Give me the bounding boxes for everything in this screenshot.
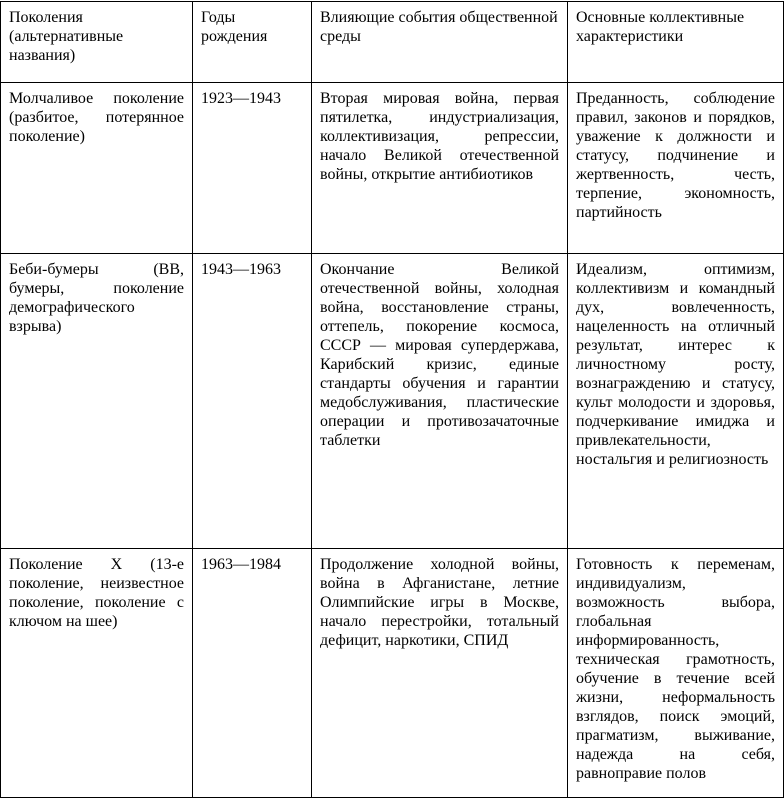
header-cell-generations: Поколения (альтернативные названия) — [1, 2, 193, 83]
cell-generation-name: Поколение X (13-е поколение, неизвестное поколение, поколение с ключом на шее) — [1, 549, 193, 798]
cell-influencing-events: Вторая мировая война, первая пятилетка, индустриализация, коллективизация, репрессии, начало Великой отечественной войны, открытие антибиотиков — [312, 83, 568, 254]
table-row-baby-boomers — [1, 254, 784, 549]
cell-birth-years: 1923—1943 — [193, 83, 312, 254]
table-row-generation-x — [1, 549, 784, 798]
header-cell-birth-years: Годы рождения — [193, 2, 312, 83]
cell-collective-characteristics: Готовность к переменам, индивидуализм, возможность выбора, глобальная информированность, техническая грамотность, обучение в течение всей жизни, неформальность взглядов, поиск эмоций, прагматизм, выживание, надежда на себя, равноправие полов — [568, 549, 784, 798]
table-header-row — [1, 2, 784, 83]
cell-birth-years: 1963—1984 — [193, 549, 312, 798]
cell-influencing-events: Окончание Великой отечественной войны, холодная война, восстановление страны, оттепель, покорение космоса, СССР — мировая супердержава, Карибский кризис, единые стандарты обучения и гарантии медобслуживания, пластические операции и противозачаточные таблетки — [312, 254, 568, 549]
cell-collective-characteristics: Преданность, соблюдение правил, законов и порядков, уважение к должности и статусу, подчинение и жертвенность, честь, терпение, экономность, партийность — [568, 83, 784, 254]
table-row-silent-generation — [1, 83, 784, 254]
cell-generation-name: Беби-бумеры (BB, бумеры, поколение демографического взрыва) — [1, 254, 193, 549]
cell-collective-characteristics: Идеализм, оптимизм, коллективизм и командный дух, вовлеченность, нацеленность на отличный результат, интерес к личностному росту, вознаграждению и статусу, культ молодости и здоровья, подчеркивание имиджа и привлекательности, ностальгия и религиозность — [568, 254, 784, 549]
cell-generation-name: Молчаливое поколение (разбитое, потерянное поколение) — [1, 83, 193, 254]
generations-table — [0, 1, 784, 798]
header-cell-influencing-events: Влияющие события общественной среды — [312, 2, 568, 83]
cell-influencing-events: Продолжение холодной войны, война в Афганистане, летние Олимпийские игры в Москве, начало перестройки, тотальный дефицит, наркотики, СПИД — [312, 549, 568, 798]
cell-birth-years: 1943—1963 — [193, 254, 312, 549]
header-cell-collective-characteristics: Основные коллективные характеристики — [568, 2, 784, 83]
